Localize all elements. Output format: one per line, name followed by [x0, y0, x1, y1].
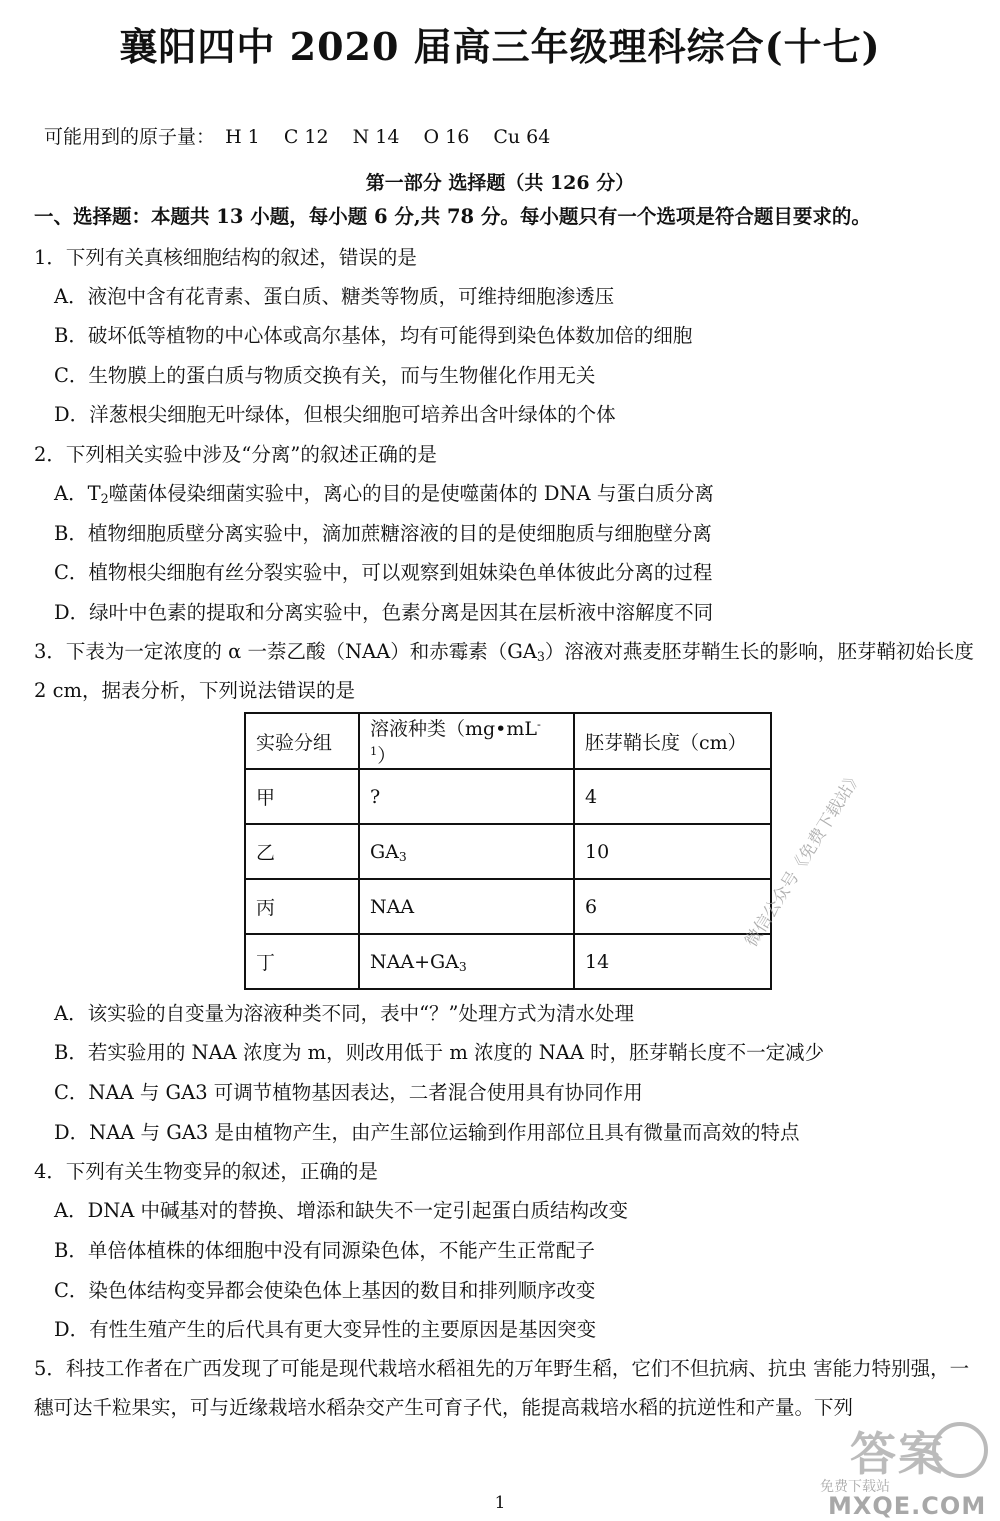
table-cell-solution: $GA_3$: [359, 824, 574, 879]
logo-text: 答案: [850, 1427, 946, 1481]
question-3-option-b: B．若实验用的 NAA 浓度为 m，则改用低于 m 浓度的 NAA 时，胚芽鞘长度不一定减少: [54, 1041, 825, 1064]
question-3-stem: 3．下表为一定浓度的 α 一萘乙酸（NAA）和赤霉素$(GA_3)$溶液对燕麦胚芽鞘生长的影响，胚芽鞘初始长度 2 cm，据表分析，下列说法错误的是: [34, 640, 974, 702]
table-cell-group: 甲: [245, 769, 359, 824]
logo-subtitle: 免费下载站: [820, 1479, 890, 1495]
table-cell-length: 4: [574, 769, 771, 824]
question-3-option-c: C．NAA 与 GA3 可调节植物基因表达，二者混合使用具有协同作用: [54, 1081, 643, 1104]
question-4-option-b: B．单倍体植株的体细胞中没有同源染色体，不能产生正常配子: [54, 1239, 595, 1262]
table-cell-length: 14: [574, 934, 771, 989]
atomic-masses-label: 可能用到的原子量：: [44, 126, 216, 148]
atomic-mass-item: Cu 64: [493, 126, 551, 148]
instructions: 一、选择题：本题共 13 小题，每小题 6 分,共 78 分。每小题只有一个选项是符合题目要求的。: [34, 205, 871, 228]
table-cell-length: 6: [574, 879, 771, 934]
table-header-group: 实验分组: [245, 713, 359, 769]
table-cell-solution: $NAA+GA_3$: [359, 934, 574, 989]
question-2-stem: 2．下列相关实验中涉及“分离”的叙述正确的是: [34, 443, 437, 466]
table-cell-solution: ?: [359, 769, 574, 824]
atomic-masses: [44, 128, 568, 147]
atomic-mass-item: C 12: [283, 126, 329, 148]
page-title: 襄阳四中 2020 届高三年级理科综合(十七): [119, 24, 881, 69]
question-3-option-d: D．NAA 与 GA3 是由植物产生，由产生部位运输到作用部位且具有微量而高效的特点: [54, 1121, 800, 1144]
question-4-option-c: C．染色体结构变异都会使染色体上基因的数目和排列顺序改变: [54, 1279, 596, 1302]
data-table: [244, 712, 772, 990]
table-header-solution: 溶液种类$(mg•mL^{-1})$: [359, 713, 574, 769]
table-row: [245, 769, 771, 824]
question-1-option-b: B．破坏低等植物的中心体或高尔基体，均有可能得到染色体数加倍的细胞: [54, 324, 693, 347]
logo-circle-icon: [932, 1422, 988, 1478]
question-1-option-c: C．生物膜上的蛋白质与物质交换有关，而与生物催化作用无关: [54, 364, 596, 387]
question-4-stem: 4．下列有关生物变异的叙述，正确的是: [34, 1160, 378, 1183]
question-4-option-a: A．DNA 中碱基对的替换、增添和缺失不一定引起蛋白质结构改变: [54, 1199, 629, 1222]
question-3-option-a: A．该实验的自变量为溶液种类不同，表中“？”处理方式为清水处理: [54, 1002, 635, 1025]
atomic-mass-item: H 1: [225, 126, 260, 148]
table-cell-solution: NAA: [359, 879, 574, 934]
section-title: 第一部分 选择题（共 126 分）: [365, 172, 635, 194]
table-cell-length: 10: [574, 824, 771, 879]
watermark: 微信公众号《免费下载站》: [741, 767, 867, 951]
table-row: [245, 879, 771, 934]
atomic-mass-item: N 14: [352, 126, 400, 148]
table-header-length: 胚芽鞘长度（cm）: [574, 713, 771, 769]
question-1-option-a: A．液泡中含有花青素、蛋白质、糖类等物质，可维持细胞渗透压: [54, 285, 615, 308]
logo-domain: MXQE.COM: [828, 1492, 987, 1520]
table-row: [245, 934, 771, 989]
question-2-option-a: A．$T_2$噬菌体侵染细菌实验中，离心的目的是使噬菌体的 DNA 与蛋白质分离: [54, 482, 714, 507]
question-2-option-c: C．植物根尖细胞有丝分裂实验中，可以观察到姐妹染色单体彼此分离的过程: [54, 561, 713, 584]
table-cell-group: 乙: [245, 824, 359, 879]
question-4-option-d: D．有性生殖产生的后代具有更大变异性的主要原因是基因突变: [54, 1318, 597, 1341]
table-row: [245, 824, 771, 879]
question-2-option-b: B．植物细胞质壁分离实验中，滴加蔗糖溶液的目的是使细胞质与细胞壁分离: [54, 522, 712, 545]
table-cell-group: 丙: [245, 879, 359, 934]
table-cell-group: 丁: [245, 934, 359, 989]
question-2-option-d: D．绿叶中色素的提取和分离实验中，色素分离是因其在层析液中溶解度不同: [54, 601, 714, 624]
question-1-option-d: D．洋葱根尖细胞无叶绿体，但根尖细胞可培养出含叶绿体的个体: [54, 403, 616, 426]
question-5-stem: 5．科技工作者在广西发现了可能是现代栽培水稻祖先的万年野生稻，它们不但抗病、抗虫 害能力特别强，一穗可达千粒果实，可与近缘栽培水稻杂交产生可育子代，能提高栽培水稻的抗逆性和产量。下列: [34, 1357, 970, 1419]
page-number: 1: [494, 1493, 506, 1513]
question-1-stem: 1．下列有关真核细胞结构的叙述，错误的是: [34, 246, 417, 269]
table-header-row: [245, 713, 771, 769]
atomic-mass-item: O 16: [423, 126, 470, 148]
